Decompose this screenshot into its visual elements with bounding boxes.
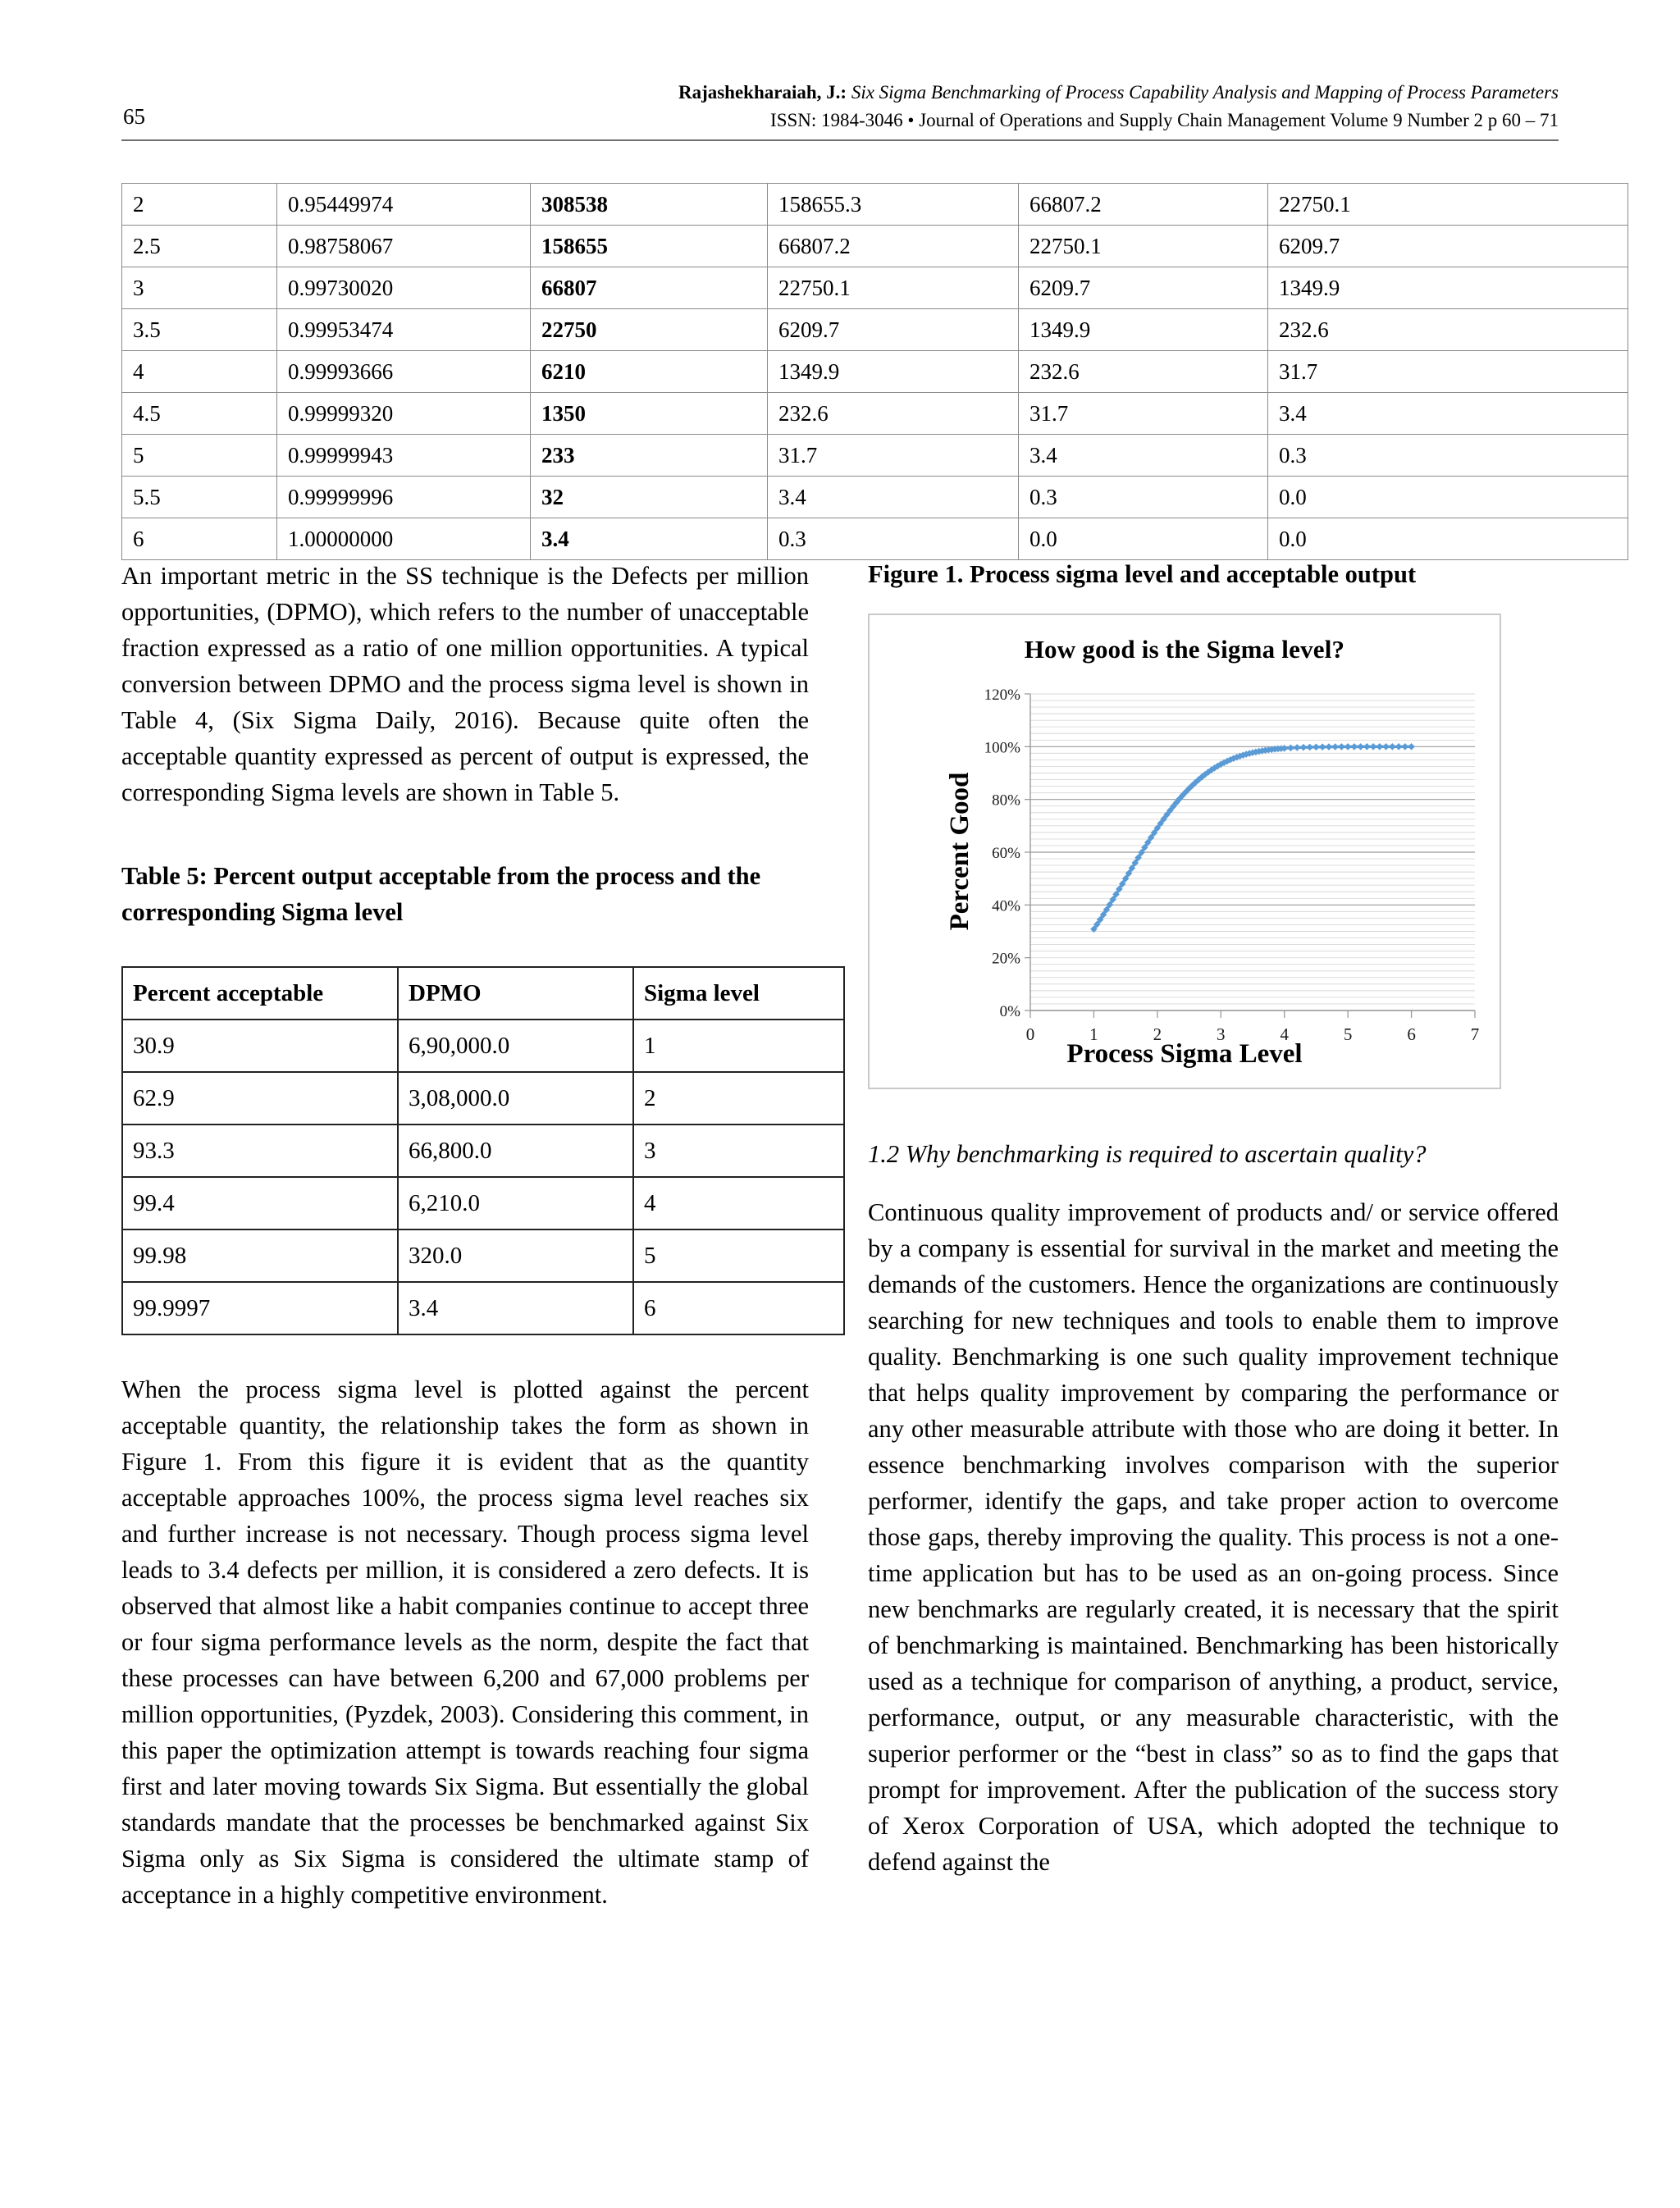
table-row	[122, 226, 1628, 267]
table-cell: 4.5	[122, 393, 277, 435]
paragraph-dpmo-metric: An important metric in the SS technique is the Defects per million opportunities, (DPMO), which refers to the number of unacceptable fraction expressed as a ratio of one million opportunities. A typical conversion between DPMO and the process sigma level is shown in Table 4, (Six Sigma Daily, 2016). Because quite often the acceptable quantity expressed as percent of output is expressed, the corresponding Sigma levels are shown in Table 5.	[121, 562, 809, 806]
table-cell: 6209.7	[768, 309, 1019, 351]
table-cell: 5	[122, 435, 277, 477]
table-cell: 0.3	[1268, 435, 1628, 477]
table-cell: 66807	[531, 267, 768, 309]
table-cell: 0.99999996	[277, 477, 531, 518]
chart-x-axis-label: Process Sigma Level	[1066, 1039, 1303, 1069]
table-cell: 232.6	[768, 393, 1019, 435]
table-cell: 0.99993666	[277, 351, 531, 393]
table-cell: 22750.1	[1268, 184, 1628, 226]
spacer	[868, 1089, 1559, 1137]
table5-body	[122, 1020, 844, 1334]
spacer	[868, 1171, 1559, 1194]
table-cell: 99.9997	[122, 1282, 398, 1334]
table-cell: 3	[122, 267, 277, 309]
table5-header-percent: Percent acceptable	[122, 967, 398, 1020]
table-cell: 32	[531, 477, 768, 518]
table-cell: 31.7	[1268, 351, 1628, 393]
table-row	[122, 1282, 844, 1334]
table-cell: 0.3	[768, 518, 1019, 560]
table-cell: 66,800.0	[398, 1125, 633, 1177]
table-cell: 6209.7	[1019, 267, 1268, 309]
table-cell: 22750	[531, 309, 768, 351]
spacer	[121, 810, 809, 858]
table-row	[122, 1177, 844, 1229]
table-row	[122, 1020, 844, 1072]
table-cell: 3.4	[768, 477, 1019, 518]
table-cell: 66807.2	[1019, 184, 1268, 226]
table-row	[122, 393, 1628, 435]
table-cell: 158655	[531, 226, 768, 267]
table-cell: 30.9	[122, 1020, 398, 1072]
table-cell: 6,210.0	[398, 1177, 633, 1229]
chart-plot-area	[870, 615, 1500, 1088]
table-cell: 320.0	[398, 1229, 633, 1282]
chart-y-tick-label: 40%	[992, 897, 1020, 915]
chart-series-markers	[1090, 743, 1415, 933]
chart-x-tick-label: 5	[1343, 1024, 1353, 1044]
table-cell: 6	[122, 518, 277, 560]
chart-x-tick-label: 3	[1217, 1024, 1226, 1044]
table-row	[122, 1229, 844, 1282]
table-cell: 233	[531, 435, 768, 477]
chart-series-line	[1093, 746, 1411, 928]
table-cell: 4	[122, 351, 277, 393]
table-row	[122, 267, 1628, 309]
table-cell: 0.99730020	[277, 267, 531, 309]
table-cell: 6	[633, 1282, 844, 1334]
header-issn-line: ISSN: 1984-3046 • Journal of Operations and Supply Chain Management Volume 9 Number 2 p 60 – 71	[770, 110, 1559, 130]
table-cell: 2	[633, 1072, 844, 1125]
table-cell: 1.00000000	[277, 518, 531, 560]
chart-y-tick-label: 60%	[992, 845, 1020, 862]
table5-head	[122, 967, 844, 1020]
chart-y-tick-label: 100%	[984, 739, 1020, 757]
header-title-line	[121, 79, 1559, 107]
chart-title: How good is the Sigma level?	[1024, 635, 1345, 664]
sigma-dpmo-table	[121, 183, 1628, 560]
table-cell: 2.5	[122, 226, 277, 267]
table-cell: 3.5	[122, 309, 277, 351]
paragraph-sigma-plot-discussion: When the process sigma level is plotted against the percent acceptable quantity, the relationship takes the form as shown in Figure 1. From this figure it is evident that as the quantity acceptable approaches 100%, the process sigma level reaches six and further increase is not necessary. Though process sigma level leads to 3.4 defects per million, it is considered a zero defects. It is observed that almost like a habit companies continue to accept three or four sigma performance levels as the norm, despite the fact that these processes can have between 6,200 and 67,000 problems per million opportunities, (Pyzdek, 2003). Considering this comment, in this paper the optimization attempt is towards reaching four sigma first and later moving towards Six Sigma. But essentially the global standards mandate that the processes be benchmarked against Six Sigma only as Six Sigma is considered the ultimate stamp of acceptance in a highly competitive environment.	[121, 1375, 809, 1909]
table-row	[122, 1125, 844, 1177]
table-cell: 232.6	[1019, 351, 1268, 393]
table-cell: 0.95449974	[277, 184, 531, 226]
section-subhead-1-2: 1.2 Why benchmarking is required to ascertain quality?	[868, 1140, 1427, 1168]
chart-y-tick-label: 0%	[999, 1003, 1020, 1020]
table-cell: 0.99953474	[277, 309, 531, 351]
table5-caption: Table 5: Percent output acceptable from the process and the corresponding Sigma level	[121, 862, 761, 926]
table-cell: 3.4	[398, 1282, 633, 1334]
table-cell: 0.0	[1268, 518, 1628, 560]
table-row	[122, 1072, 844, 1125]
chart-y-tick-label: 120%	[984, 687, 1020, 704]
header-divider	[121, 139, 1559, 141]
spacer	[121, 1335, 809, 1371]
table-cell: 0.99999320	[277, 393, 531, 435]
table-cell: 0.3	[1019, 477, 1268, 518]
table-cell: 66807.2	[768, 226, 1019, 267]
percent-acceptable-table	[121, 966, 845, 1335]
table-cell: 1349.9	[768, 351, 1019, 393]
table-row	[122, 477, 1628, 518]
table-cell: 22750.1	[768, 267, 1019, 309]
table-cell: 158655.3	[768, 184, 1019, 226]
table-cell: 0.0	[1268, 477, 1628, 518]
chart-x-tick-label: 6	[1407, 1024, 1416, 1044]
table-cell: 5.5	[122, 477, 277, 518]
table-row	[122, 184, 1628, 226]
right-column	[868, 558, 1559, 1880]
table-cell: 1349.9	[1268, 267, 1628, 309]
table5-header-dpmo: DPMO	[398, 967, 633, 1020]
table-cell: 31.7	[768, 435, 1019, 477]
left-column	[121, 558, 809, 1913]
running-header	[121, 79, 1559, 135]
chart-y-axis-label: Percent Good	[944, 772, 975, 931]
figure1-caption: Figure 1. Process sigma level and acceptable output	[868, 560, 1417, 588]
table-cell: 308538	[531, 184, 768, 226]
table-cell: 5	[633, 1229, 844, 1282]
table-cell: 3,08,000.0	[398, 1072, 633, 1125]
header-paper-title: Six Sigma Benchmarking of Process Capability Analysis and Mapping of Process Parameters	[851, 82, 1559, 103]
table-cell: 1349.9	[1019, 309, 1268, 351]
table-cell: 6,90,000.0	[398, 1020, 633, 1072]
table-cell: 6210	[531, 351, 768, 393]
table-cell: 99.4	[122, 1177, 398, 1229]
chart-x-tick-label: 4	[1280, 1024, 1289, 1044]
table-row	[122, 518, 1628, 560]
chart-y-tick-label: 80%	[992, 792, 1020, 810]
table-row	[122, 351, 1628, 393]
table-cell: 93.3	[122, 1125, 398, 1177]
table-cell: 22750.1	[1019, 226, 1268, 267]
table-row	[122, 435, 1628, 477]
table-cell: 2	[122, 184, 277, 226]
table-cell: 3.4	[531, 518, 768, 560]
table-cell: 0.0	[1019, 518, 1268, 560]
chart-x-tick-label: 2	[1153, 1024, 1162, 1044]
chart-y-tick-label: 20%	[992, 950, 1020, 968]
table-cell: 0.98758067	[277, 226, 531, 267]
page-number: 65	[123, 104, 145, 129]
figure1-chart	[868, 614, 1501, 1089]
table-cell: 1350	[531, 393, 768, 435]
table-cell: 31.7	[1019, 393, 1268, 435]
chart-x-tick-label: 7	[1470, 1024, 1480, 1044]
table5-header-sigma: Sigma level	[633, 967, 844, 1020]
paragraph-benchmarking-intro: Continuous quality improvement of products and/ or service offered by a company is essential for survival in the market and meeting the demands of the customers. Hence the organizations are continuously searching for new techniques and tools to enable them to improve quality. Benchmarking is one such quality improvement technique that helps quality improvement by comparing the performance or any other measurable attribute with those who are doing it better. In essence benchmarking involves comparison with the superior performer, identify the gaps, and take proper action to overcome those gaps, thereby improving the quality. This process is not a one-time application but has to be used as an on-going process. Since new benchmarks are regularly created, it is necessary that the spirit of benchmarking is maintained. Benchmarking has been historically used as a technique for comparison of anything, a product, service, performance, output, or any measurable characteristic, with the superior performer or the “best in class” so as to find the gaps that prompt for improvement. After the publication of the success story of Xerox Corporation of USA, which adopted the technique to defend against the	[868, 1198, 1559, 1876]
table-row	[122, 309, 1628, 351]
table-cell: 3	[633, 1125, 844, 1177]
table-cell: 62.9	[122, 1072, 398, 1125]
table4-body	[122, 184, 1628, 560]
table-cell: 1	[633, 1020, 844, 1072]
spacer	[121, 930, 809, 966]
table-cell: 232.6	[1268, 309, 1628, 351]
table5-header-row	[122, 967, 844, 1020]
table-cell: 3.4	[1268, 393, 1628, 435]
table-cell: 4	[633, 1177, 844, 1229]
spacer	[868, 591, 1559, 614]
table-cell: 3.4	[1019, 435, 1268, 477]
table-cell: 6209.7	[1268, 226, 1628, 267]
chart-x-tick-label: 0	[1025, 1024, 1035, 1044]
table-cell: 99.98	[122, 1229, 398, 1282]
chart-x-tick-label: 1	[1089, 1024, 1098, 1044]
header-author: Rajashekharaiah, J.:	[678, 82, 847, 103]
table-cell: 0.99999943	[277, 435, 531, 477]
